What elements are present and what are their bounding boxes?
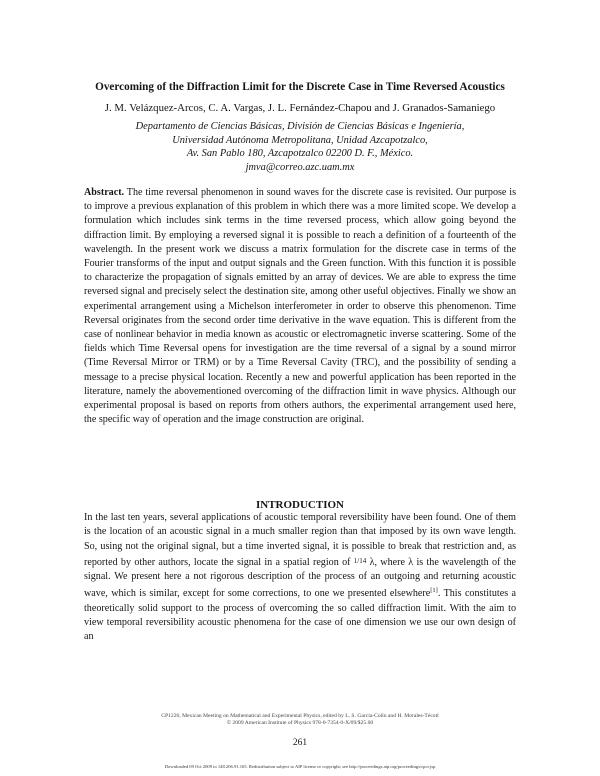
abstract-text: The time reversal phenomenon in sound waves for the discrete case is revisited. Our purpose is to improve a previous explanation of this problem in which there was a more limited scope. We develop a formulation which includes sink terms in the time reversed process, which allow going beyond the diffraction limit. By employing a reversed signal it is possible to reach a definition of a fourteenth of the wavelength. In the present work we discuss a matrix formulation for the discrete case in terms of the Fourier transforms of the input and output signals and the Green function. With this function it is possible to characterize the propagation of signals emitted by an array of devices. We are able to express the time reversed signal and precisely select the destination site, among other useful objectives. Finally we show an experimental arrangement using a Michelson interferometer in order to observe this phenomenon. Time Reversal originates from the second order time derivative in the wave equation. This is different from the case of nonlinear behavior in media known as acoustic or electromagnetic inverse scattering. Some of the fields which Time Reversal opens for investigation are the time reversal of a signal by a sound mirror (Time Reversal Mirror or TRM) or by a Time Reversal Cavity (TRC), and the possibility of sending a message to a precise physical location. Recently a new and powerful application has been reported in the literature, namely the abovementioned overcoming of the diffraction limit in wave physics. Although our experimental proposal is based on reports from others authors, the experimental arrangement used here, the specific way of operation and the image construction are original.: [84, 187, 517, 426]
section-heading: INTRODUCTION: [255, 499, 344, 511]
affiliation-line: Universidad Autónoma Metropolitana, Unidad Azcapotzalco,: [172, 134, 428, 146]
affiliation-line: Av. San Pablo 180, Azcapotzalco 02200 D. F., México.: [186, 148, 414, 160]
affiliation-line: Departamento de Ciencias Básicas, División de Ciencias Básicas e Ingeniería,: [135, 121, 465, 132]
paper-title: Overcoming of the Diffraction Limit for the Discrete Case in Time Reversed Acoustics: [95, 81, 505, 93]
fraction: 1/14: [353, 556, 367, 565]
footer-line: © 2009 American Institute of Physics 978-0-7354-0-X/09/$25.00: [226, 720, 374, 727]
download-notice: Downloaded 09 Oct 2009 to 148.206.91.165. Redistribution subject to AIP license or copyright; see http://proceedings.aip.org/proceedings/cpcr.jsp: [164, 764, 436, 769]
intro-text: . This constitutes a theoretically solid support to the process of overcoming the so called diffraction limit. With the aim to view temporal reversibility acoustic phenomena for the case of one dimension we use our own design of an: [84, 588, 517, 643]
abstract: [84, 186, 516, 427]
author-list: J. M. Velázquez-Arcos, C. A. Vargas, J. L. Fernández-Chapou and J. Granados-Samaniego: [104, 102, 496, 114]
intro-text: In the last ten years, several applications of acoustic temporal reversibility have been found. One of them is the location of an acoustic signal in a much smaller region than that imposed by its own wave length. So, using not the original signal, but a time inverted signal, it is possible to break that restriction and, as reported by other authors, locate the signal in a spatial region of: [84, 512, 516, 568]
citation-reference: [1]: [430, 587, 438, 595]
contact-email: jmva@correo.azc.uam.mx: [245, 161, 355, 173]
intro-text: λ, where λ is the wavelength of the signal. We present here a not rigorous description of the process of an outgoing and returning acoustic wave, which is similar, except for some corrections, to one we presented elsewhere: [84, 556, 516, 600]
footer-line: CP1226, Mexican Meeting on Mathematical and Experimental Physics, edited by L. S. García-Colín and H. Morales-Técotl: [161, 713, 439, 719]
page-number: 261: [292, 738, 308, 748]
affiliation-block: [60, 120, 540, 174]
copyright-footer: [60, 713, 540, 727]
introduction-paragraph: [84, 511, 516, 645]
abstract-label: Abstract.: [84, 187, 125, 198]
